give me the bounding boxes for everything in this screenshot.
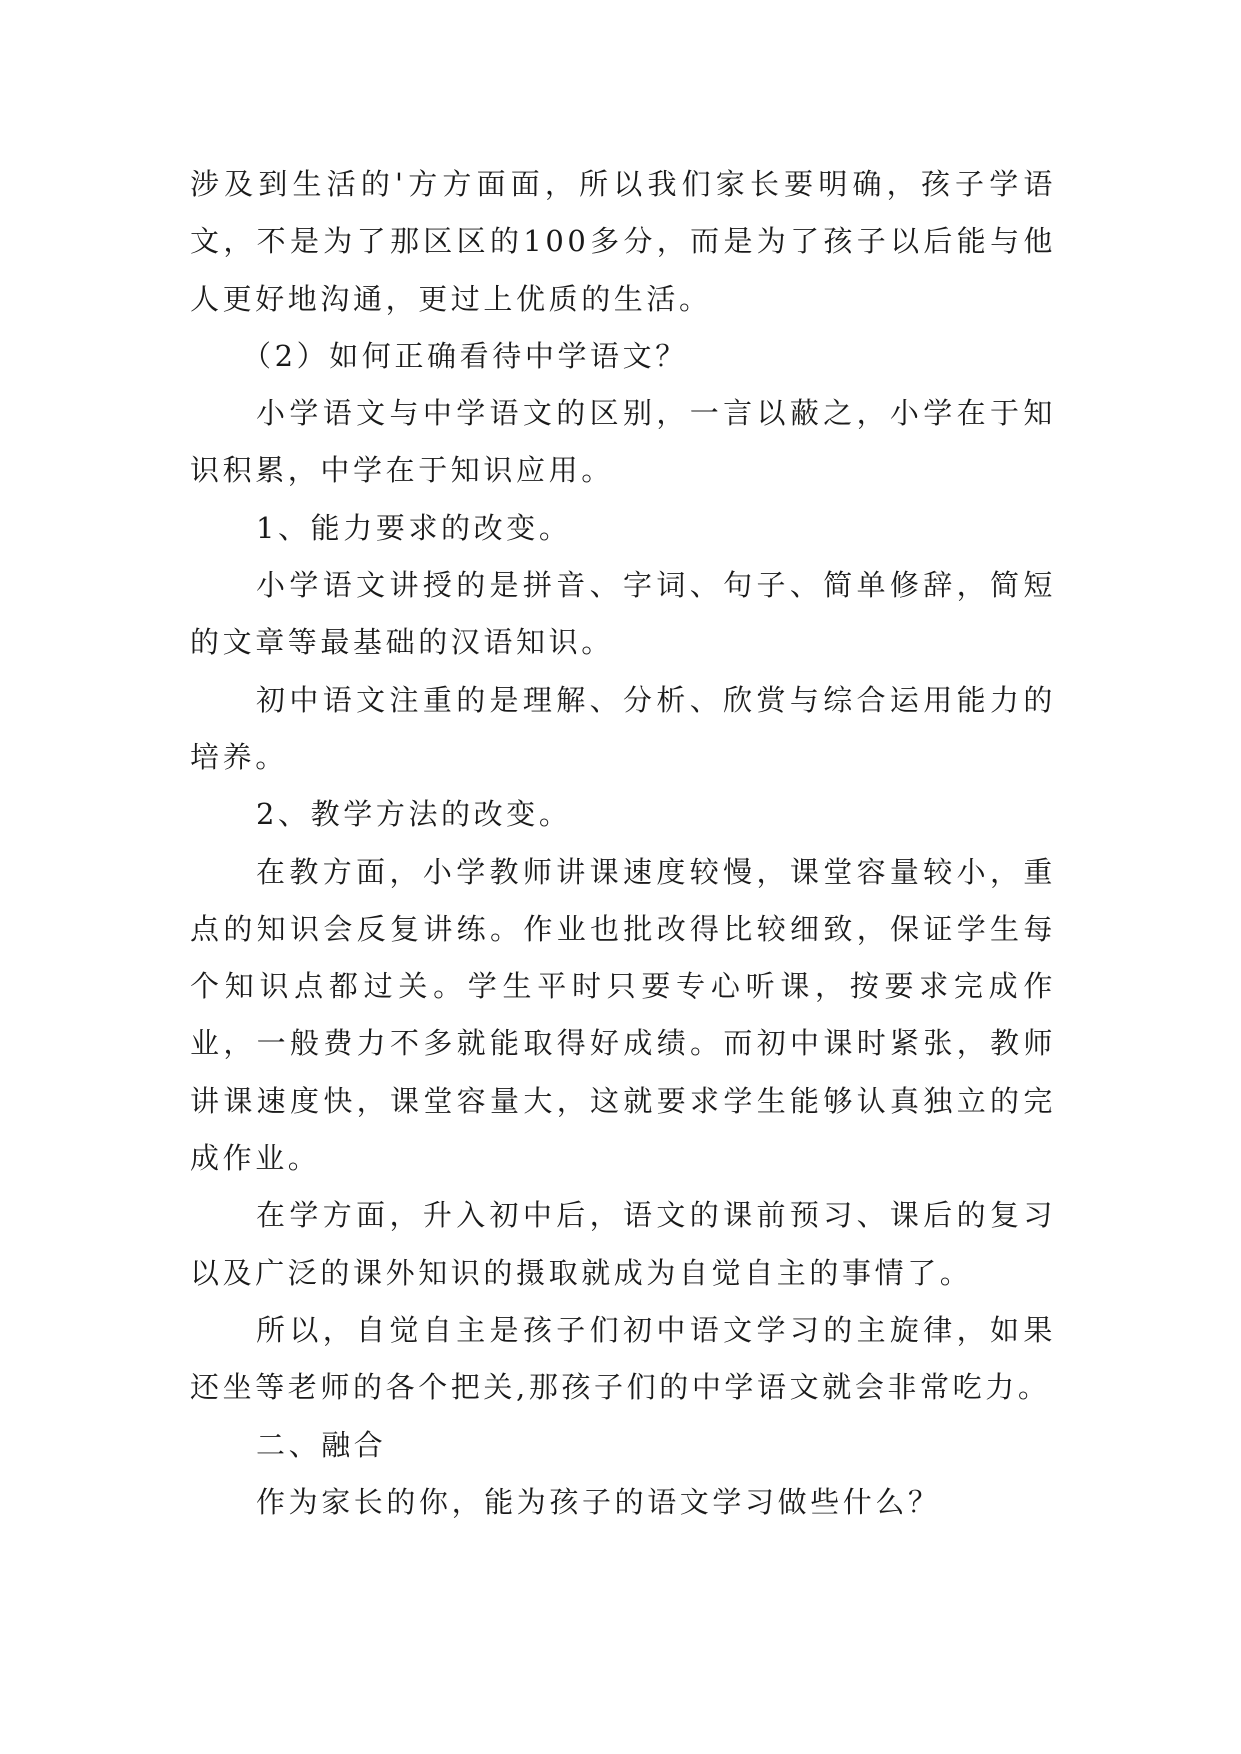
- section-heading-2: 二、融合: [256, 1427, 387, 1462]
- subsection-heading-2: （2）如何正确看待中学语文？: [242, 338, 688, 373]
- paragraph-primary-school: 小学语文讲授的是拼音、字词、句子、简单修辞，简短的文章等最基础的汉语知识。: [190, 568, 1056, 660]
- document-body: [190, 156, 1056, 1531]
- paragraph-difference: 小学语文与中学语文的区别，一言以蔽之，小学在于知识积累，中学在于知识应用。: [190, 396, 1056, 488]
- paragraph-learning: 在学方面，升入初中后，语文的课前预习、课后的复习以及广泛的课外知识的摄取就成为自觉自主的事情了。: [190, 1198, 1056, 1290]
- paragraph-middle-school: 初中语文注重的是理解、分析、欣赏与综合运用能力的培养。: [190, 682, 1056, 774]
- paragraph-conclusion: 所以，自觉自主是孩子们初中语文学习的主旋律，如果还坐等老师的各个把关,那孩子们的中学语文就会非常吃力。: [190, 1312, 1056, 1405]
- paragraph-intro-continuation: 涉及到生活的'方方面面，所以我们家长要明确，孩子学语文，不是为了那区区的100多分，而是为了孩子以后能与他人更好地沟通，更过上优质的生活。: [190, 167, 1056, 316]
- paragraph-question: 作为家长的你，能为孩子的语文学习做些什么？: [256, 1484, 941, 1519]
- point-heading-1: 1、能力要求的改变。: [256, 510, 572, 545]
- point-heading-2: 2、教学方法的改变。: [256, 797, 572, 832]
- paragraph-teaching: 在教方面，小学教师讲课速度较慢，课堂容量较小，重点的知识会反复讲练。作业也批改得比较细致，保证学生每个知识点都过关。学生平时只要专心听课，按要求完成作业，一般费力不多就能取得好成绩。而初中课时紧张，教师讲课速度快，课堂容量大，这就要求学生能够认真独立的完成作业。: [190, 854, 1056, 1176]
